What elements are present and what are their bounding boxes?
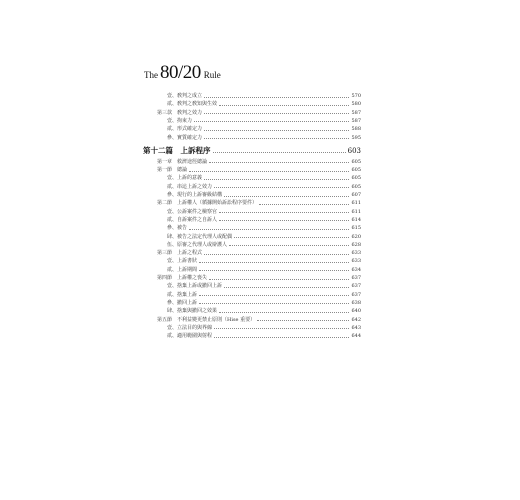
- dot-leader: [214, 328, 349, 329]
- toc-page-number: 634: [351, 266, 361, 273]
- toc-item-row: [167, 291, 361, 299]
- toc-page-number: 643: [351, 324, 361, 331]
- dot-leader: [204, 130, 349, 131]
- toc-item-row: [167, 266, 361, 274]
- toc-item-row: [167, 307, 361, 315]
- dot-leader: [219, 105, 349, 106]
- toc-page-number: 638: [351, 299, 361, 306]
- toc-page-number: 640: [351, 308, 361, 315]
- toc-label: 壹、拘束力: [167, 117, 193, 124]
- dot-leader: [199, 270, 349, 271]
- toc-item-row: [167, 208, 361, 216]
- toc-label: 參、實質確定力: [167, 134, 203, 141]
- toc-page-number: 607: [351, 192, 361, 198]
- toc-page-number: 605: [351, 167, 361, 174]
- dot-leader: [199, 295, 349, 296]
- toc-item-row: [167, 191, 361, 199]
- dot-leader: [257, 320, 349, 321]
- dot-leader: [214, 187, 349, 188]
- dot-leader: [224, 196, 349, 197]
- toc-item-row: [167, 134, 361, 142]
- toc-page-number: 595: [351, 134, 361, 141]
- toc-page-number: 587: [351, 109, 361, 116]
- toc-label: 壹、上訴的意義: [167, 175, 203, 182]
- toc-label: 貳、自訴案件之自訴人: [167, 216, 218, 223]
- toc-page-number: 605: [351, 158, 361, 165]
- toc-page-number: 614: [351, 216, 361, 223]
- toc-label: 第一節 總論: [157, 167, 188, 174]
- dot-leader: [194, 121, 349, 122]
- toc-page-number: 580: [351, 101, 361, 108]
- toc-label: 第五節 不利益變更禁止原則（Hise 重要）: [157, 316, 256, 323]
- dot-leader: [259, 204, 349, 205]
- toc-label: 參、被告: [167, 225, 188, 232]
- toc-label: 第一章 救濟途徑總論: [157, 158, 208, 165]
- toc-item-row: [167, 257, 361, 265]
- dot-leader: [189, 171, 349, 172]
- toc-item-row: [167, 92, 361, 100]
- dot-leader: [224, 287, 349, 288]
- toc-page-number: 615: [351, 225, 361, 232]
- toc-page-number: 587: [351, 117, 361, 124]
- toc-label: 第三節 上訴之程式: [157, 250, 203, 257]
- toc-page-number: 603: [347, 146, 361, 155]
- toc-item-row: [167, 174, 361, 182]
- toc-section-row: [157, 316, 361, 324]
- toc-page-number: 611: [351, 200, 361, 207]
- dot-leader: [234, 237, 349, 238]
- toc-label: 第十二篇 上訴程序: [143, 145, 211, 155]
- toc-page-number: 605: [351, 183, 361, 190]
- dot-leader: [199, 262, 349, 263]
- toc-label: 壹、公訴案件之檢察官: [167, 208, 218, 215]
- dot-leader: [209, 162, 349, 163]
- toc-item-row: [167, 117, 361, 125]
- toc-label: 肆、被告之法定代理人或配偶: [167, 233, 233, 240]
- toc-label: 肆、捨棄與撤回之效果: [167, 308, 218, 315]
- toc-section-row: [157, 109, 361, 117]
- dot-leader: [209, 279, 349, 280]
- dot-leader: [213, 152, 346, 153]
- dot-leader: [199, 303, 349, 304]
- toc-item-row: [167, 216, 361, 224]
- dot-leader: [219, 312, 349, 313]
- toc-page-number: 588: [351, 126, 361, 133]
- toc-label: 伍、原審之代理人或辯護人: [167, 241, 228, 248]
- toc-page-number: 637: [351, 283, 361, 290]
- toc-page-number: 633: [351, 250, 361, 257]
- toc-item-row: [167, 282, 361, 290]
- toc-label: 貳、適用範圍與射程: [167, 333, 213, 340]
- toc-page-number: 628: [351, 241, 361, 248]
- header-rule: Rule: [203, 70, 221, 80]
- toc-label: 參、撤回上訴: [167, 299, 198, 306]
- toc-label: 貳、捨棄上訴: [167, 291, 198, 298]
- toc-label: 貳、敎判之敎知與生效: [167, 101, 218, 108]
- toc-page-number: 633: [351, 258, 361, 265]
- toc-page-number: 605: [351, 175, 361, 182]
- dot-leader: [219, 220, 349, 221]
- toc-label: 參、現行的上訴審級結構: [167, 192, 223, 198]
- dot-leader: [214, 337, 349, 338]
- toc-page-number: 637: [351, 275, 361, 281]
- toc-label: 壹、上訴書狀: [167, 258, 198, 265]
- toc-item-row: [167, 100, 361, 108]
- toc-item-row: [167, 241, 361, 249]
- dot-leader: [229, 245, 349, 246]
- toc-section-row: [157, 199, 361, 207]
- header-the: The: [144, 70, 158, 80]
- dot-leader: [204, 254, 349, 255]
- toc-page-number: 637: [351, 291, 361, 298]
- toc-label: 貳、串迠上訴之效力: [167, 183, 213, 190]
- toc-part-heading: [143, 145, 361, 157]
- toc-page-number: 570: [351, 93, 361, 99]
- toc-label: 第二節 上訴權人（循據開始訴訟程序要件）: [157, 200, 258, 207]
- dot-leader: [219, 212, 349, 213]
- dot-leader: [204, 179, 349, 180]
- toc-label: 壹、立法目的與界線: [167, 324, 213, 331]
- toc-section-row: [157, 274, 361, 282]
- toc-section-row: [157, 166, 361, 174]
- toc-item-row: [167, 324, 361, 332]
- toc-label: 貳、形式確定力: [167, 126, 203, 133]
- toc-item-row: [167, 233, 361, 241]
- toc-page-number: 620: [351, 233, 361, 240]
- toc-section-row: [157, 158, 361, 166]
- header-number: 80/20: [160, 62, 201, 83]
- toc-label: 第三款 敎判之效力: [157, 109, 203, 116]
- dot-leader: [204, 138, 349, 139]
- dot-leader: [189, 229, 349, 230]
- toc-page-number: 644: [351, 333, 361, 340]
- dot-leader: [204, 113, 349, 114]
- toc-item-row: [167, 125, 361, 133]
- toc-item-row: [167, 299, 361, 307]
- toc-label: 壹、敎判之成立: [167, 93, 203, 99]
- toc-item-row: [167, 183, 361, 191]
- toc-label: 壹、捨棄上訴或撤回上訴: [167, 283, 223, 290]
- toc-label: 第四節 上訴權之喪失: [157, 275, 208, 281]
- toc-item-row: [167, 224, 361, 232]
- dot-leader: [204, 97, 349, 98]
- toc-section-row: [157, 249, 361, 257]
- toc-page-number: 642: [351, 316, 361, 323]
- toc-label: 貳、上訴期間: [167, 266, 198, 273]
- toc-page-number: 611: [351, 208, 361, 215]
- toc-item-row: [167, 332, 361, 340]
